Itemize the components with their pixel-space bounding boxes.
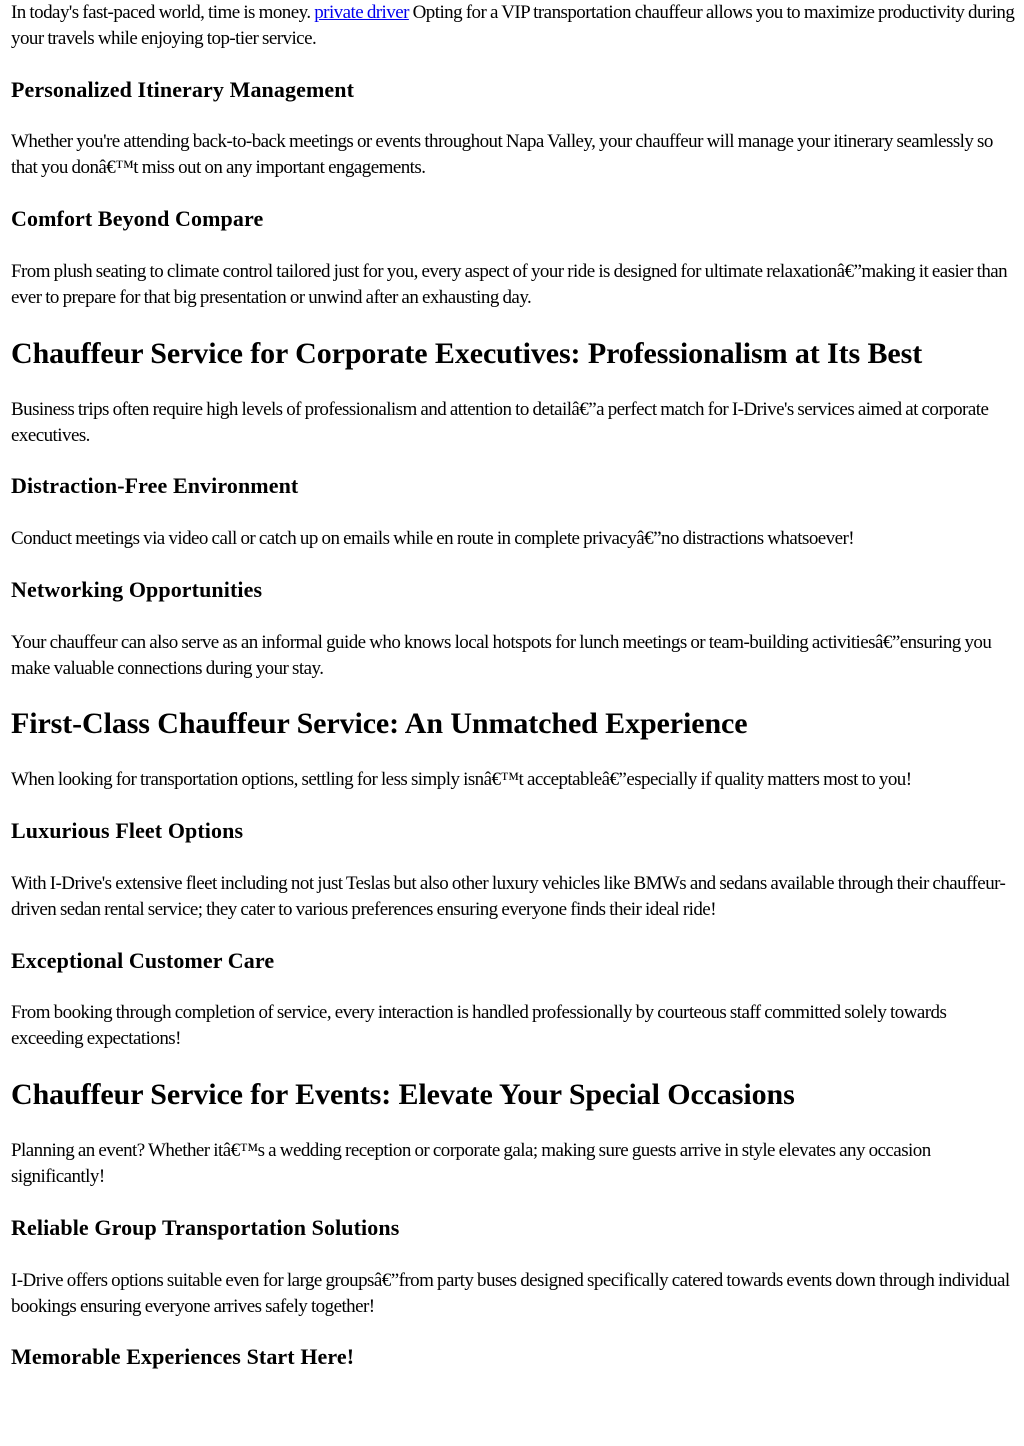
heading-personalized-itinerary: Personalized Itinerary Management — [11, 77, 354, 102]
heading-comfort: Comfort Beyond Compare — [11, 206, 264, 231]
heading-memorable-experiences: Memorable Experiences Start Here! — [11, 1344, 355, 1369]
heading-networking: Networking Opportunities — [11, 577, 263, 602]
paragraph-group-transportation: I-Drive offers options suitable even for large groupsâ€”from party buses designed specifically catered towards events down through individual bookings ensuring everyone arrives safely together! — [11, 1270, 1010, 1317]
paragraph-corporate-executives: Business trips often require high levels of professionalism and attention to detailâ€”a perfect match for I-Drive's services aimed at corporate executives. — [11, 399, 989, 446]
paragraph-customer-care: From booking through completion of service, every interaction is handled professionally by courteous staff committed solely towards exceeding expectations! — [11, 1002, 947, 1049]
private-driver-link[interactable]: private driver — [314, 2, 409, 23]
paragraph-first-class: When looking for transportation options, settling for less simply isnâ€™t acceptableâ€”especially if quality matters most to you! — [11, 769, 912, 790]
paragraph-luxurious-fleet: With I-Drive's extensive fleet including not just Teslas but also other luxury vehicles like BMWs and sedans available through their chauffeur-driven sedan rental service; they cater to various preferences ensuring everyone finds their ideal ride! — [11, 873, 1006, 920]
heading-distraction-free: Distraction-Free Environment — [11, 473, 299, 498]
intro-text-before: In today's fast-paced world, time is money. — [11, 2, 315, 23]
heading-corporate-executives: Chauffeur Service for Corporate Executives: Professionalism at Its Best — [11, 337, 923, 370]
paragraph-distraction-free: Conduct meetings via video call or catch up on emails while en route in complete privacyâ€”no distractions whatsoever! — [11, 528, 855, 549]
heading-group-transportation: Reliable Group Transportation Solutions — [11, 1215, 400, 1240]
paragraph-comfort: From plush seating to climate control tailored just for you, every aspect of your ride is designed for ultimate relaxationâ€”making it easier than ever to prepare for that big presentation or unwind after an exhausting day. — [11, 261, 1008, 308]
intro-text-after: Opting for a VIP transportation chauffeur allows you to maximize productivity during your travels while enjoying top-tier service. — [11, 2, 1015, 49]
paragraph-networking: Your chauffeur can also serve as an informal guide who knows local hotspots for lunch meetings or team-building activitiesâ€”ensuring you make valuable connections during your stay. — [11, 632, 992, 679]
heading-events: Chauffeur Service for Events: Elevate Your Special Occasions — [11, 1078, 795, 1111]
heading-customer-care: Exceptional Customer Care — [11, 948, 275, 973]
paragraph-personalized-itinerary: Whether you're attending back-to-back meetings or events throughout Napa Valley, your chauffeur will manage your itinerary seamlessly so that you donâ€™t miss out on any important engagements. — [11, 131, 993, 178]
heading-first-class: First-Class Chauffeur Service: An Unmatched Experience — [11, 707, 748, 740]
intro-paragraph — [11, 0, 1017, 52]
paragraph-events: Planning an event? Whether itâ€™s a wedding reception or corporate gala; making sure guests arrive in style elevates any occasion significantly! — [11, 1140, 931, 1187]
heading-luxurious-fleet: Luxurious Fleet Options — [11, 818, 244, 843]
